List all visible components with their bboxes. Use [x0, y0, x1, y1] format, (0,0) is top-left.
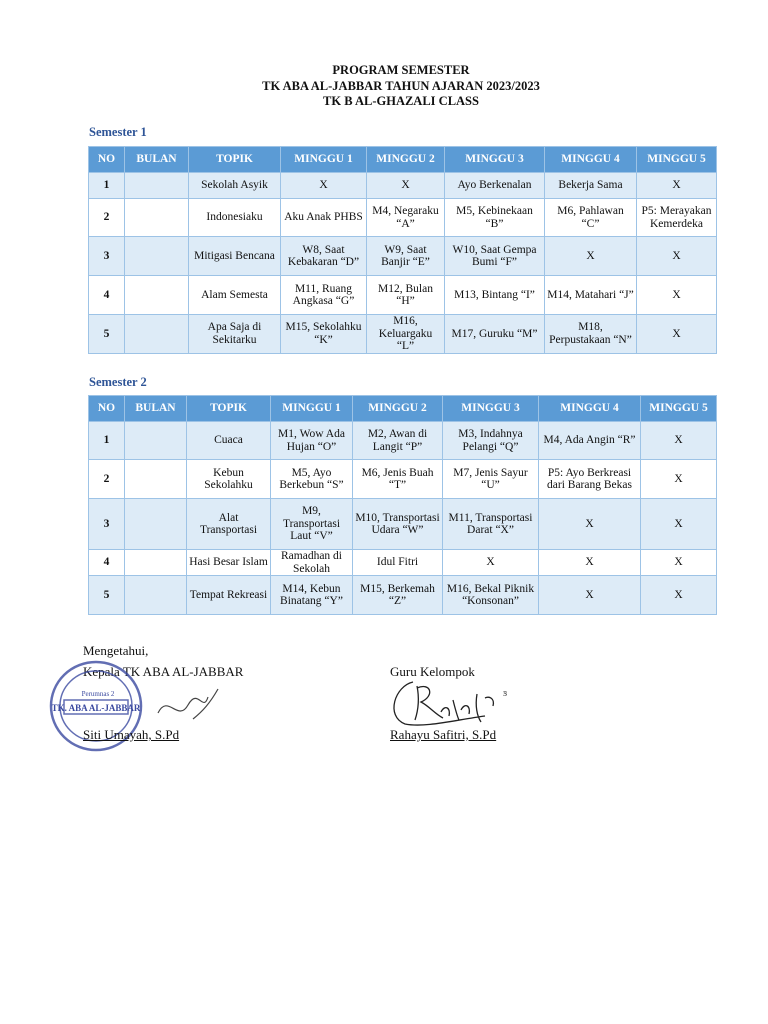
table-cell-bulan: [125, 576, 187, 615]
title-line-1: PROGRAM SEMESTER: [332, 63, 470, 77]
table-cell-bulan: [125, 276, 189, 315]
column-header: BULAN: [125, 147, 189, 173]
table-row: [89, 422, 717, 460]
table-cell-bulan: [125, 237, 189, 276]
table-cell-m2: M4, Negaraku “A”: [367, 199, 445, 237]
principal-role: Kepala TK ABA AL-JABBAR: [83, 664, 244, 679]
column-header: TOPIK: [187, 396, 271, 422]
table-cell-bulan: [125, 550, 187, 576]
table-cell-topik: Tempat Rekreasi: [187, 576, 271, 615]
table-cell-m1: M15, Sekolahku “K”: [281, 315, 367, 354]
table-cell-m3: M16, Bekal Piknik “Konsonan”: [443, 576, 539, 615]
column-header: NO: [89, 147, 125, 173]
column-header: MINGGU 4: [539, 396, 641, 422]
table-cell-m3: Ayo Berkenalan: [445, 173, 545, 199]
table-cell-no: 5: [89, 576, 125, 615]
table-cell-bulan: [125, 499, 187, 550]
table-row: [89, 199, 717, 237]
table-row: [89, 460, 717, 499]
table-cell-m4: X: [545, 237, 637, 276]
column-header: MINGGU 2: [353, 396, 443, 422]
table-cell-m5: X: [641, 460, 717, 499]
table-cell-m3: W10, Saat Gempa Bumi “F”: [445, 237, 545, 276]
acknowledged-label: Mengetahui,: [83, 643, 149, 658]
semester-2-label: Semester 2: [89, 375, 147, 389]
table-cell-m2: M6, Jenis Buah “T”: [353, 460, 443, 499]
table-cell-m5: P5: Merayakan Kemerdeka: [637, 199, 717, 237]
table-cell-no: 3: [89, 499, 125, 550]
table-cell-m2: M12, Bulan “H”: [367, 276, 445, 315]
table-cell-m2: Idul Fitri: [353, 550, 443, 576]
table-cell-topik: Kebun Sekolahku: [187, 460, 271, 499]
table-cell-m2: M15, Berkemah “Z”: [353, 576, 443, 615]
table-cell-m5: X: [641, 576, 717, 615]
table-cell-m1: X: [281, 173, 367, 199]
table-cell-m5: X: [637, 315, 717, 354]
table-cell-topik: Indonesiaku: [189, 199, 281, 237]
table-cell-bulan: [125, 422, 187, 460]
column-header: MINGGU 4: [545, 147, 637, 173]
principal-signature: [148, 683, 228, 733]
table-cell-bulan: [125, 199, 189, 237]
teacher-signature: [385, 676, 515, 732]
table-row: [89, 276, 717, 315]
table-cell-m4: X: [539, 550, 641, 576]
column-header: MINGGU 3: [445, 147, 545, 173]
teacher-name: Rahayu Safitri, S.Pd: [390, 727, 497, 742]
table-cell-m2: M16, Keluargaku “L”: [367, 315, 445, 354]
table-cell-m3: M7, Jenis Sayur “U”: [443, 460, 539, 499]
table-row: [89, 315, 717, 354]
table-cell-m5: X: [641, 422, 717, 460]
table-header-row: [89, 147, 717, 173]
column-header: MINGGU 3: [443, 396, 539, 422]
table-cell-topik: Alat Transportasi: [187, 499, 271, 550]
semester-1-label: Semester 1: [89, 125, 147, 139]
svg-text:ƽ: ƽ: [503, 688, 507, 698]
semester-2-table: [88, 395, 717, 615]
table-cell-m1: M11, Ruang Angkasa “G”: [281, 276, 367, 315]
table-cell-bulan: [125, 315, 189, 354]
table-cell-m4: X: [539, 499, 641, 550]
table-cell-m4: P5: Ayo Berkreasi dari Barang Bekas: [539, 460, 641, 499]
table-cell-m1: M1, Wow Ada Hujan “O”: [271, 422, 353, 460]
table-cell-no: 5: [89, 315, 125, 354]
table-cell-m4: Bekerja Sama: [545, 173, 637, 199]
table-cell-bulan: [125, 173, 189, 199]
table-cell-topik: Sekolah Asyik: [189, 173, 281, 199]
table-cell-m4: M4, Ada Angin “R”: [539, 422, 641, 460]
table-cell-m5: X: [641, 550, 717, 576]
column-header: TOPIK: [189, 147, 281, 173]
semester-1-table: [88, 146, 717, 354]
table-cell-m5: X: [637, 276, 717, 315]
table-cell-m2: M2, Awan di Langit “P”: [353, 422, 443, 460]
table-row: [89, 499, 717, 550]
table-cell-topik: Mitigasi Bencana: [189, 237, 281, 276]
title-line-3: TK B AL-GHAZALI CLASS: [323, 94, 479, 108]
table-cell-no: 3: [89, 237, 125, 276]
table-cell-m3: M3, Indahnya Pelangi “Q”: [443, 422, 539, 460]
table-cell-topik: Apa Saja di Sekitarku: [189, 315, 281, 354]
column-header: MINGGU 1: [271, 396, 353, 422]
table-cell-m5: X: [637, 237, 717, 276]
table-cell-m3: M13, Bintang “I”: [445, 276, 545, 315]
table-cell-no: 4: [89, 550, 125, 576]
stamp-text: TK. ABA AL-JABBAR: [51, 703, 141, 713]
table-cell-m1: M9, Transportasi Laut “V”: [271, 499, 353, 550]
table-cell-m4: M14, Matahari “J”: [545, 276, 637, 315]
table-cell-no: 1: [89, 422, 125, 460]
table-cell-topik: Alam Semesta: [189, 276, 281, 315]
table-cell-m3: M17, Guruku “M”: [445, 315, 545, 354]
table-cell-m5: X: [637, 173, 717, 199]
table-cell-m4: M6, Pahlawan “C”: [545, 199, 637, 237]
column-header: MINGGU 5: [641, 396, 717, 422]
table-cell-m1: M5, Ayo Berkebun “S”: [271, 460, 353, 499]
table-cell-m1: M14, Kebun Binatang “Y”: [271, 576, 353, 615]
table-cell-m1: Ramadhan di Sekolah: [271, 550, 353, 576]
column-header: MINGGU 2: [367, 147, 445, 173]
table-cell-m1: W8, Saat Kebakaran “D”: [281, 237, 367, 276]
table-header-row: [89, 396, 717, 422]
table-row: [89, 576, 717, 615]
table-cell-m1: Aku Anak PHBS: [281, 199, 367, 237]
column-header: MINGGU 1: [281, 147, 367, 173]
table-row: [89, 550, 717, 576]
title-line-2: TK ABA AL-JABBAR TAHUN AJARAN 2023/2023: [262, 78, 540, 93]
table-row: [89, 237, 717, 276]
table-row: [89, 173, 717, 199]
table-cell-m2: W9, Saat Banjir “E”: [367, 237, 445, 276]
column-header: BULAN: [125, 396, 187, 422]
table-cell-m3: M11, Transportasi Darat “X”: [443, 499, 539, 550]
table-cell-no: 2: [89, 199, 125, 237]
table-cell-no: 2: [89, 460, 125, 499]
table-cell-m3: M5, Kebinekaan “B”: [445, 199, 545, 237]
table-cell-bulan: [125, 460, 187, 499]
teacher-role: Guru Kelompok: [390, 664, 475, 679]
table-cell-topik: Cuaca: [187, 422, 271, 460]
stamp-sub: Perumnas 2: [81, 690, 115, 698]
table-cell-no: 1: [89, 173, 125, 199]
column-header: NO: [89, 396, 125, 422]
document-title: [0, 63, 768, 110]
table-cell-topik: Hasi Besar Islam: [187, 550, 271, 576]
table-cell-m4: X: [539, 576, 641, 615]
column-header: MINGGU 5: [637, 147, 717, 173]
table-cell-m2: X: [367, 173, 445, 199]
table-cell-m4: M18, Perpustakaan “N”: [545, 315, 637, 354]
table-cell-m2: M10, Transportasi Udara “W”: [353, 499, 443, 550]
table-cell-no: 4: [89, 276, 125, 315]
principal-name: Siti Umayah, S.Pd: [83, 727, 180, 742]
table-cell-m3: X: [443, 550, 539, 576]
table-cell-m5: X: [641, 499, 717, 550]
